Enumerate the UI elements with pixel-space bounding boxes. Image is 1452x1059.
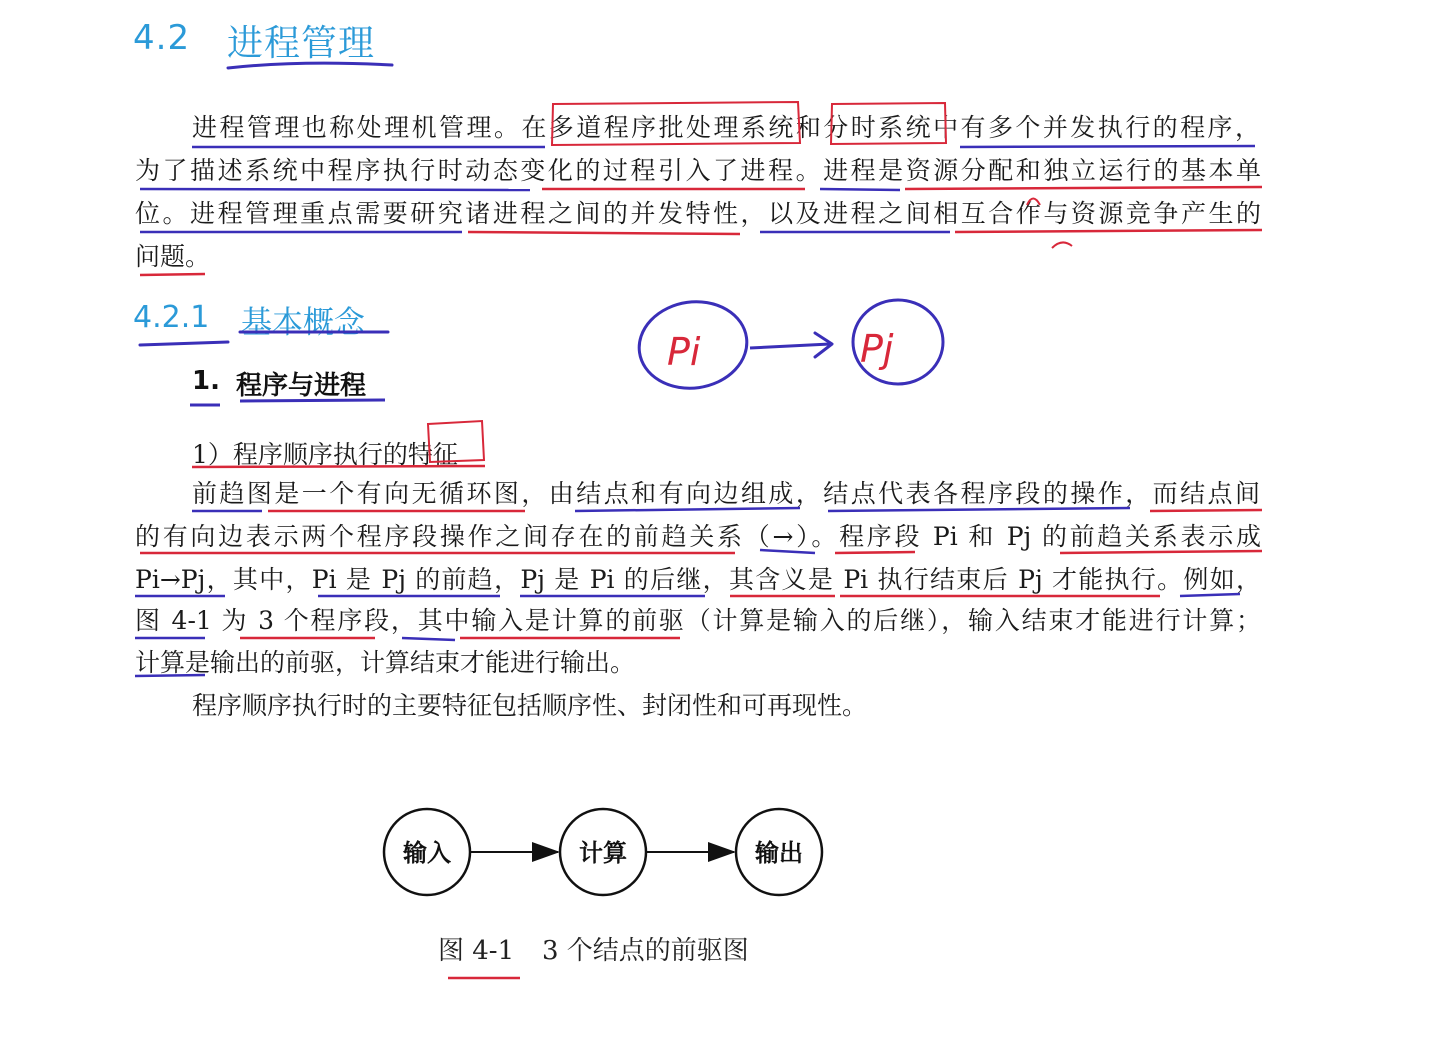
underline-body-1e: [1150, 510, 1262, 511]
underline-intro-2: [140, 189, 530, 190]
intro-line-1: 进程管理也称处理机管理。在多道程序批处理系统和分时系统中有多个并发执行的程序，: [192, 113, 1260, 142]
subsection-underline: [140, 342, 228, 345]
underline-body-2c: [835, 552, 915, 553]
body-line-3: Pi→Pj，其中，Pi 是 Pj 的前趋，Pj 是 Pi 的后继，其含义是 Pi 执行结束后 Pj 才能执行。例如，: [135, 565, 1261, 594]
body-line-2: 的有向边表示两个程序段操作之间存在的前趋关系（→）。程序段 Pi 和 Pj 的前趋关系表示成: [135, 522, 1261, 551]
body-line-5: 计算是输出的前驱，计算结束才能进行输出。: [135, 648, 636, 677]
topic-title: 程序与进程: [236, 371, 367, 401]
figure-caption-label: 图 4-1: [438, 936, 515, 966]
topic-number: 1.: [192, 366, 220, 396]
summary-line: 程序顺序执行时的主要特征包括顺序性、封闭性和可再现性。: [192, 691, 868, 720]
subtopic-heading: 1）程序顺序执行的特征: [192, 440, 458, 469]
intro-line-4: 问题。: [135, 242, 211, 271]
node-compute-label: 计算: [579, 839, 627, 867]
underline-body-4c: [402, 638, 455, 640]
subsection-title: 基本概念: [241, 305, 365, 341]
underline-intro-3b: [468, 232, 740, 234]
underline-intro-2d: [905, 187, 1262, 189]
subsection-number: 4.2.1: [133, 300, 210, 335]
sketch-label-pi: Pi: [667, 330, 701, 374]
node-output-label: 输出: [755, 839, 803, 867]
body-line-1: 前趋图是一个有向无循环图，由结点和有向边组成，结点代表各程序段的操作，而结点间: [192, 479, 1260, 508]
precedence-figure: [370, 793, 870, 913]
figure-caption-text: 3 个结点的前驱图: [542, 936, 749, 966]
section-title: 进程管理: [227, 23, 376, 64]
sketch-circle-pj: [853, 300, 943, 384]
underline-intro-1b: [960, 146, 1255, 147]
body-line-4: 图 4-1 为 3 个程序段，其中输入是计算的前驱（计算是输入的后继），输入结束才能进行计算；: [135, 606, 1261, 635]
sketch-arrowhead: [815, 333, 832, 357]
intro-line-3: 位。进程管理重点需要研究诸进程之间的并发特性，以及进程之间相互合作与资源竞争产生的: [135, 199, 1261, 228]
underline-intro-2c: [820, 189, 900, 190]
node-input-label: 输入: [403, 839, 451, 867]
hook-mark-2: [1052, 242, 1072, 248]
intro-line-2: 为了描述系统中程序执行时动态变化的过程引入了进程。进程是资源分配和独立运行的基本单: [135, 156, 1261, 185]
underline-intro-4: [140, 274, 205, 275]
section-number: 4.2: [133, 18, 191, 58]
sketch-label-pj: Pj: [860, 327, 894, 371]
underline-intro-3d: [955, 230, 1262, 232]
sketch-circle-pi: [634, 295, 753, 395]
sketch-arrow: [750, 344, 830, 348]
